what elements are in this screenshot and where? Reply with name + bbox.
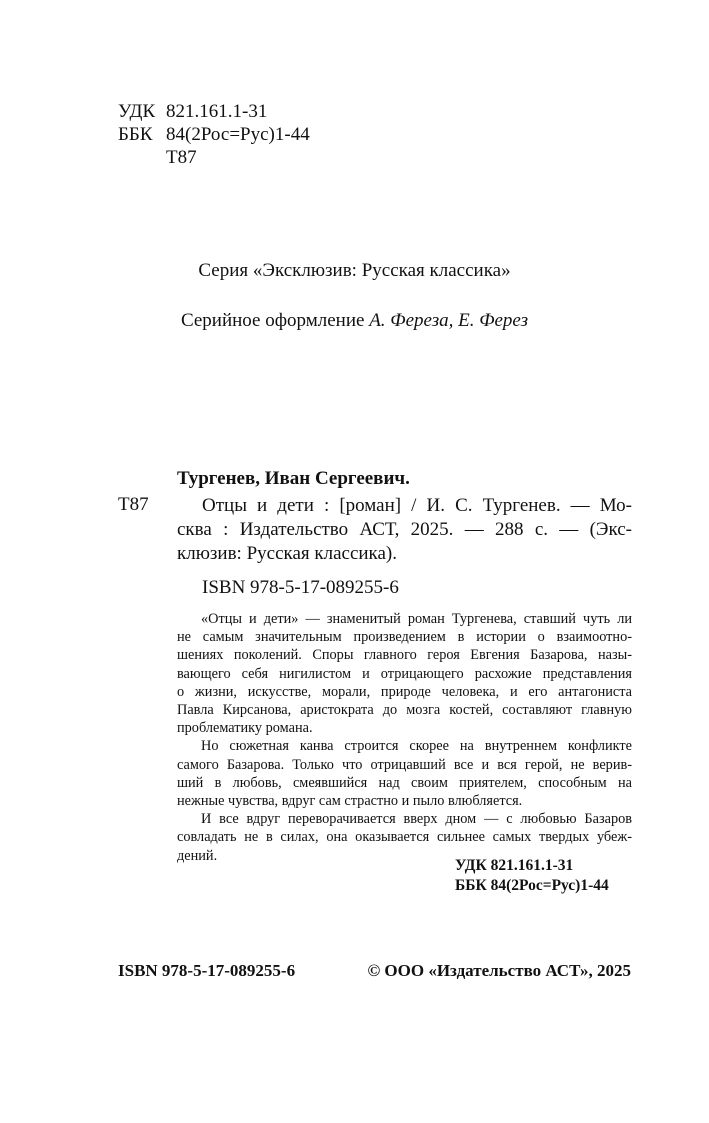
annotation-line: ший в любовь, смеявшийся над своим приятелем, способным на [177,774,632,791]
series-design-names: А. Фереза, Е. Ферез [369,310,529,331]
udk-value: 821.161.1-31 [166,101,268,122]
author-mark-bib: Т87 [118,494,149,515]
annotation-line: И все вдруг переворачивается вверх дном — с любовью Базаров [201,811,632,828]
annotation-line: совладать не в силах, она оказывается сильнее самых твердых убеж- [177,829,632,846]
annotation-line: проблематику романа. [177,720,313,737]
author-mark-line [118,146,310,169]
bib-line: клюзив: Русская классика). [177,543,398,564]
author-mark-top: Т87 [166,147,197,168]
udk-bottom: УДК 821.161.1-31 [455,857,574,874]
series-design-prefix: Серийное оформление [180,310,370,331]
udk-label: УДК [118,101,156,122]
classification-bottom [455,856,609,896]
classification-top [118,100,310,169]
annotation-line: «Отцы и дети» — знаменитый роман Тургенева, ставший чуть ли [201,611,632,627]
annotation-line: нежные чувства, вдруг сам страстно и пыло влюбляется. [177,793,523,810]
annotation-line: дений. [177,847,218,864]
isbn-bib: ISBN 978-5-17-089255-6 [202,577,399,598]
annotation-line: о жизни, искусстве, морали, природе человека, и его антагониста [177,683,632,700]
bib-line: сква : Издательство АСТ, 2025. — 288 с. — (Экс- [177,519,632,540]
annotation-line: вающего себя нигилистом и отрицающего расхожие представления [177,665,632,682]
footer-copyright: © ООО «Издательство АСТ», 2025 [367,961,631,980]
footer-isbn: ISBN 978-5-17-089255-6 [118,961,296,980]
annotation-line: Павла Кирсанова, аристократа до мозга костей, составляют главную [177,702,632,719]
author-heading: Тургенев, Иван Сергеевич. [177,468,410,489]
series-line: Серия «Эксклюзив: Русская классика» [198,260,511,281]
series-design-line [0,310,709,332]
bib-line: Отцы и дети : [роман] / И. С. Тургенев. — Мо- [202,495,632,516]
bbk-value: 84(2Рос=Рус)1-44 [166,124,310,145]
udk-line [118,100,310,123]
bib-record [202,494,632,518]
bbk-label: ББК [118,124,153,145]
annotation-line: самого Базарова. Только что отрицавший все и вся герой, не верив- [177,756,632,773]
bib-record-cont [177,518,632,566]
annotation-line: Но сюжетная канва строится скорее на внутреннем конфликте [201,738,632,755]
annotation-line: не самым значительным произведением в истории о взаимоотно- [177,629,632,646]
bbk-bottom: ББК 84(2Рос=Рус)1-44 [455,877,609,894]
bbk-line [118,123,310,146]
annotation [177,610,632,865]
annotation-line: шениях поколений. Споры главного героя Евгения Базарова, назы- [177,647,632,664]
